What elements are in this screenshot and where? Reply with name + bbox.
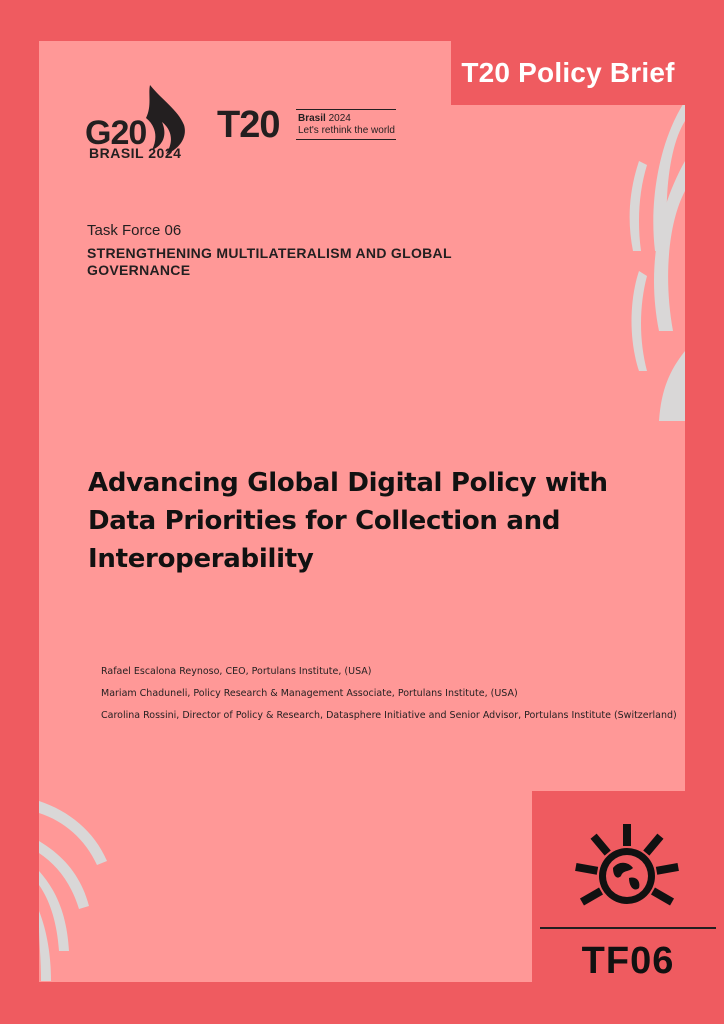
g20-logo-text: G20 bbox=[85, 114, 147, 152]
author-line: Rafael Escalona Reynoso, CEO, Portulans Institute, (USA) bbox=[101, 666, 372, 677]
decorative-stripes-top bbox=[599, 101, 685, 421]
task-force-code: TF06 bbox=[581, 940, 675, 982]
t20-divider-top bbox=[296, 109, 396, 110]
t20-divider-bottom bbox=[296, 139, 396, 140]
author-line: Carolina Rossini, Director of Policy & Research, Datasphere Initiative and Senior Advisor, Portulans Institute (Switzerland) bbox=[101, 710, 677, 721]
author-list bbox=[101, 665, 677, 731]
t20-year: 2024 bbox=[328, 113, 351, 124]
decorative-stripes-bottom bbox=[39, 801, 119, 981]
author-line: Mariam Chaduneli, Policy Research & Management Associate, Portulans Institute, (USA) bbox=[101, 688, 518, 699]
t20-brasil-label bbox=[298, 113, 351, 124]
task-force-divider bbox=[540, 927, 716, 929]
t20-logo-text: T20 bbox=[217, 104, 280, 146]
policy-brief-badge: T20 Policy Brief bbox=[451, 41, 685, 105]
brief-title: Advancing Global Digital Policy with Data Priorities for Collection and Interoperability bbox=[88, 468, 608, 574]
t20-tagline: Let's rethink the world bbox=[298, 125, 395, 136]
g20-logo-subtitle: BRASIL 2024 bbox=[89, 145, 182, 161]
task-force-title: STRENGTHENING MULTILATERALISM AND GLOBAL GOVERNANCE bbox=[87, 245, 452, 278]
t20-country: Brasil bbox=[298, 113, 326, 124]
task-force-label: Task Force 06 bbox=[87, 222, 182, 239]
globe-gear-icon bbox=[571, 820, 683, 920]
